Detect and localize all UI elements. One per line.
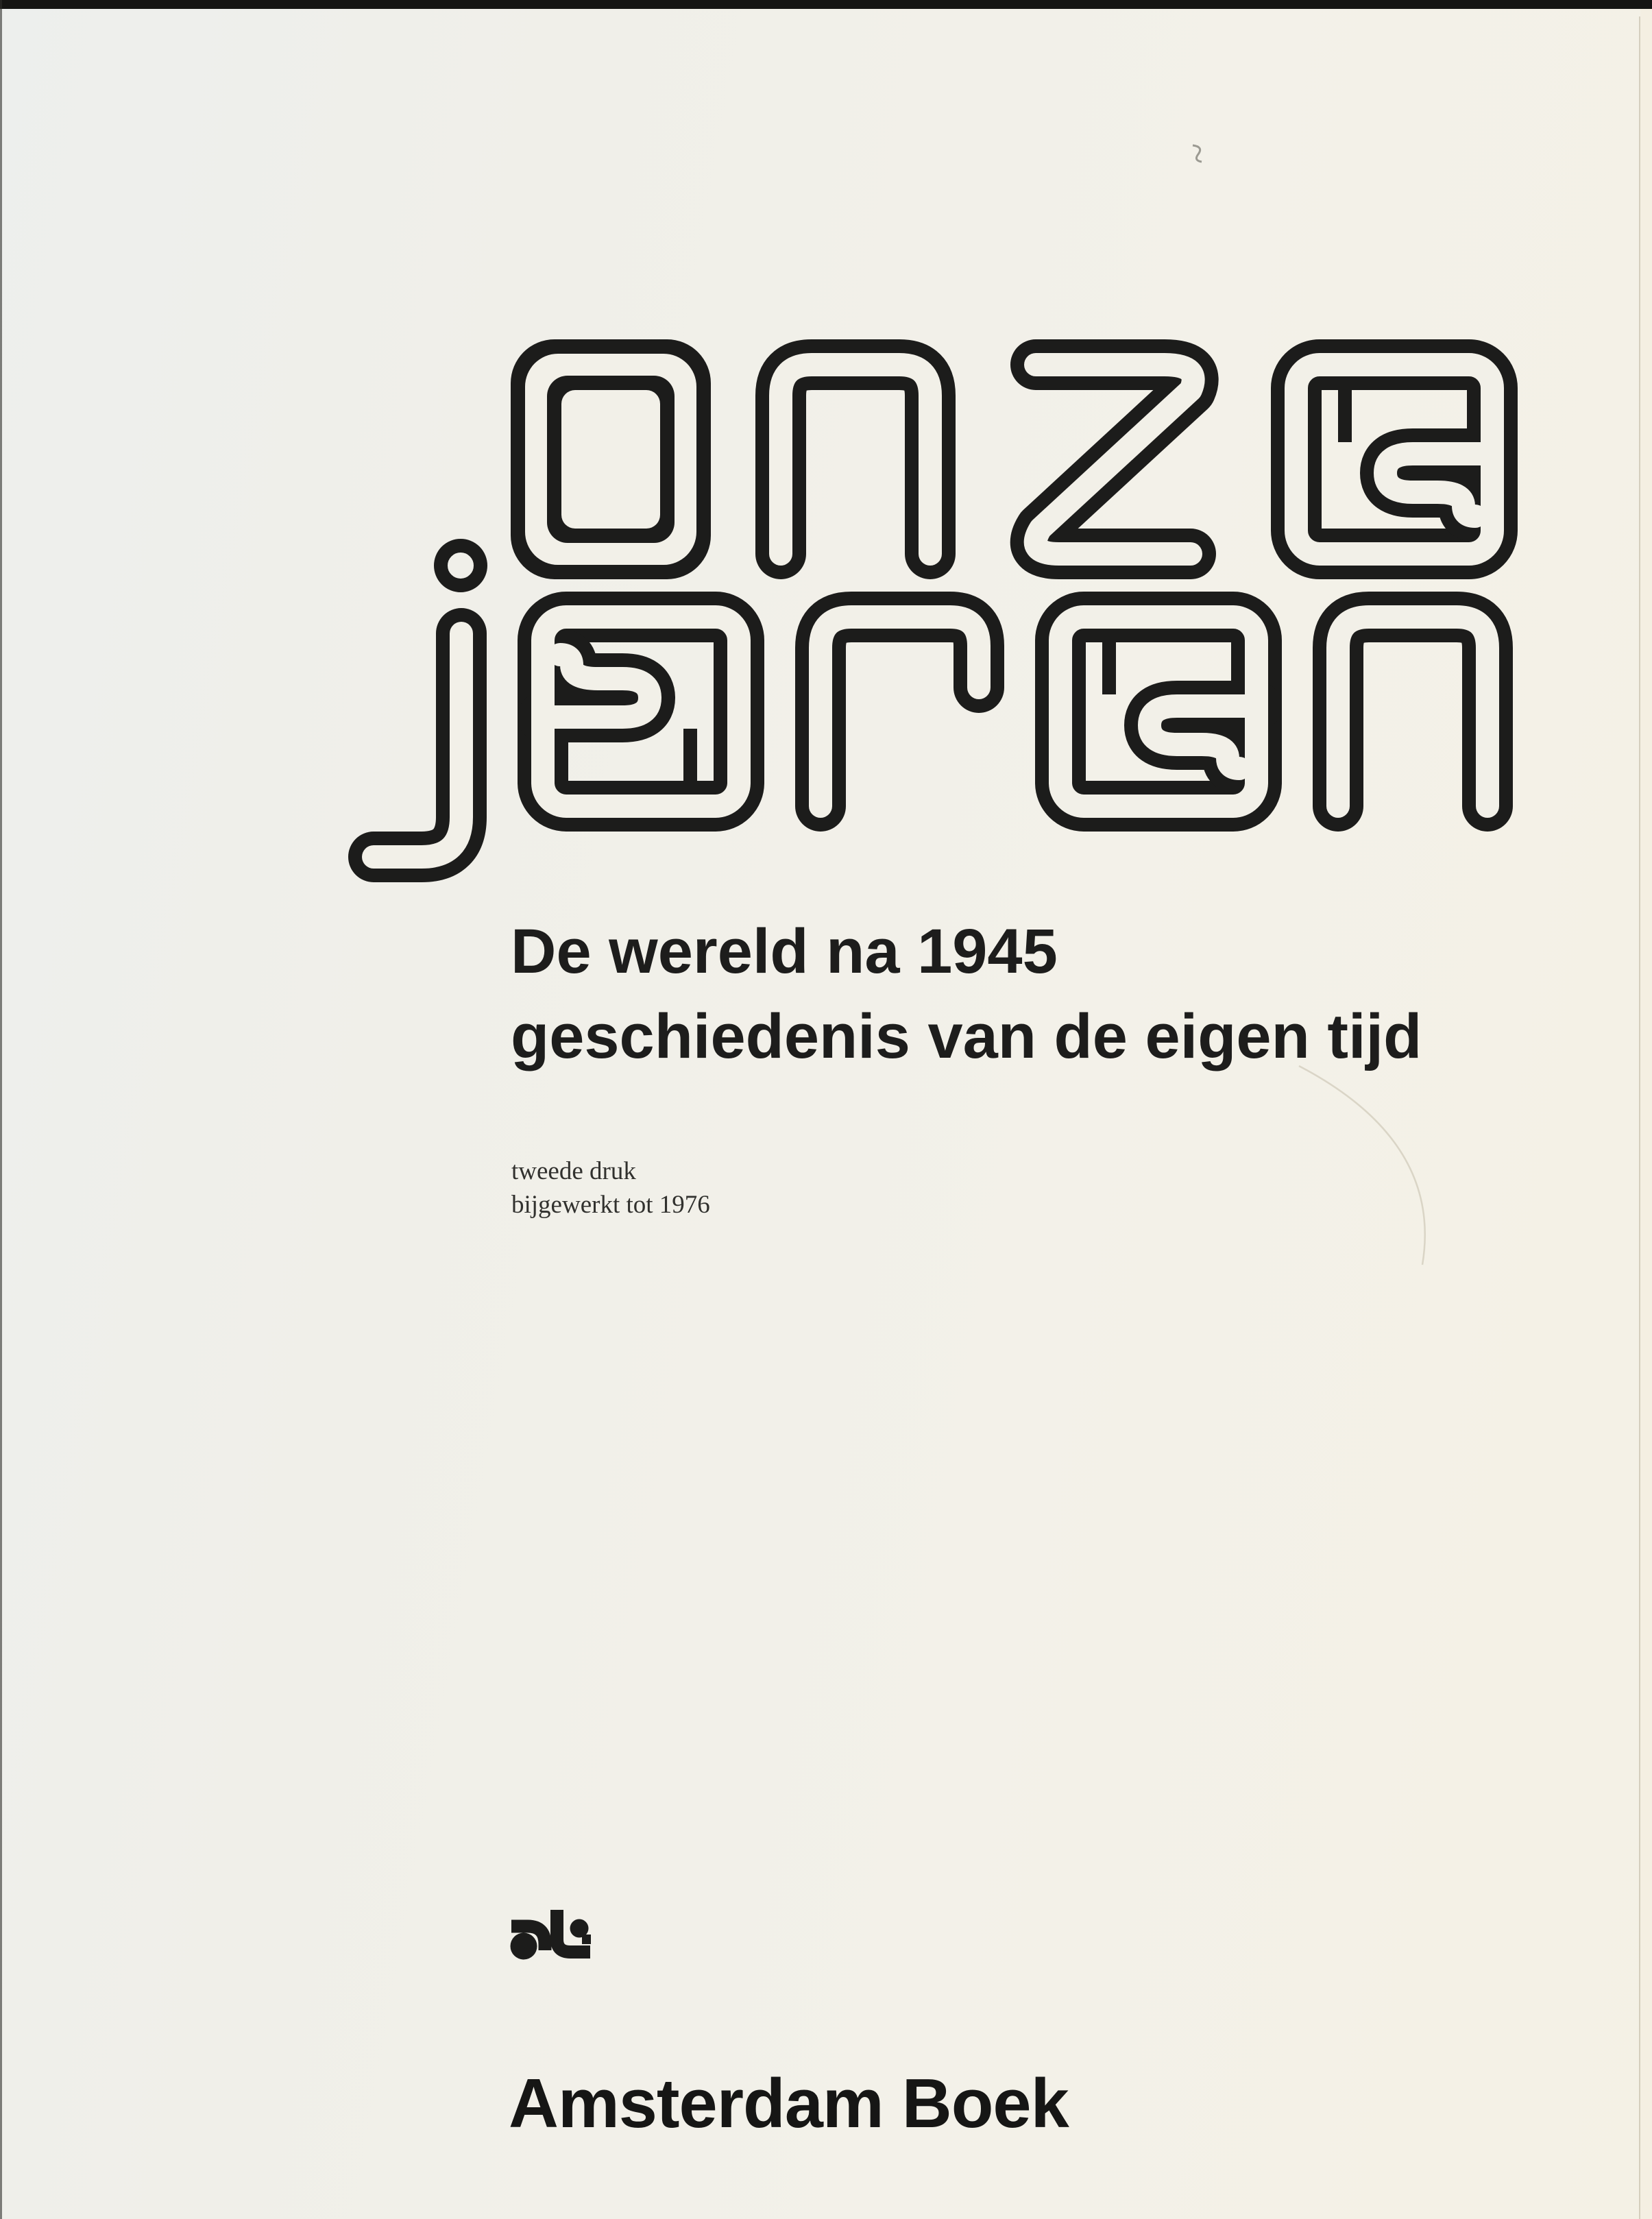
edition-line-1: tweede druk: [511, 1157, 636, 1185]
edition-line-2: bijgewerkt tot 1976: [511, 1191, 710, 1219]
subtitle-line-2: geschiedenis van de eigen tijd: [511, 1002, 1422, 1071]
subtitle-line-1: De wereld na 1945: [511, 917, 1058, 986]
publisher-name: Amsterdam Boek: [509, 2065, 1069, 2142]
paper-crease: [1299, 1066, 1425, 1265]
ink-speck: [1193, 145, 1202, 162]
